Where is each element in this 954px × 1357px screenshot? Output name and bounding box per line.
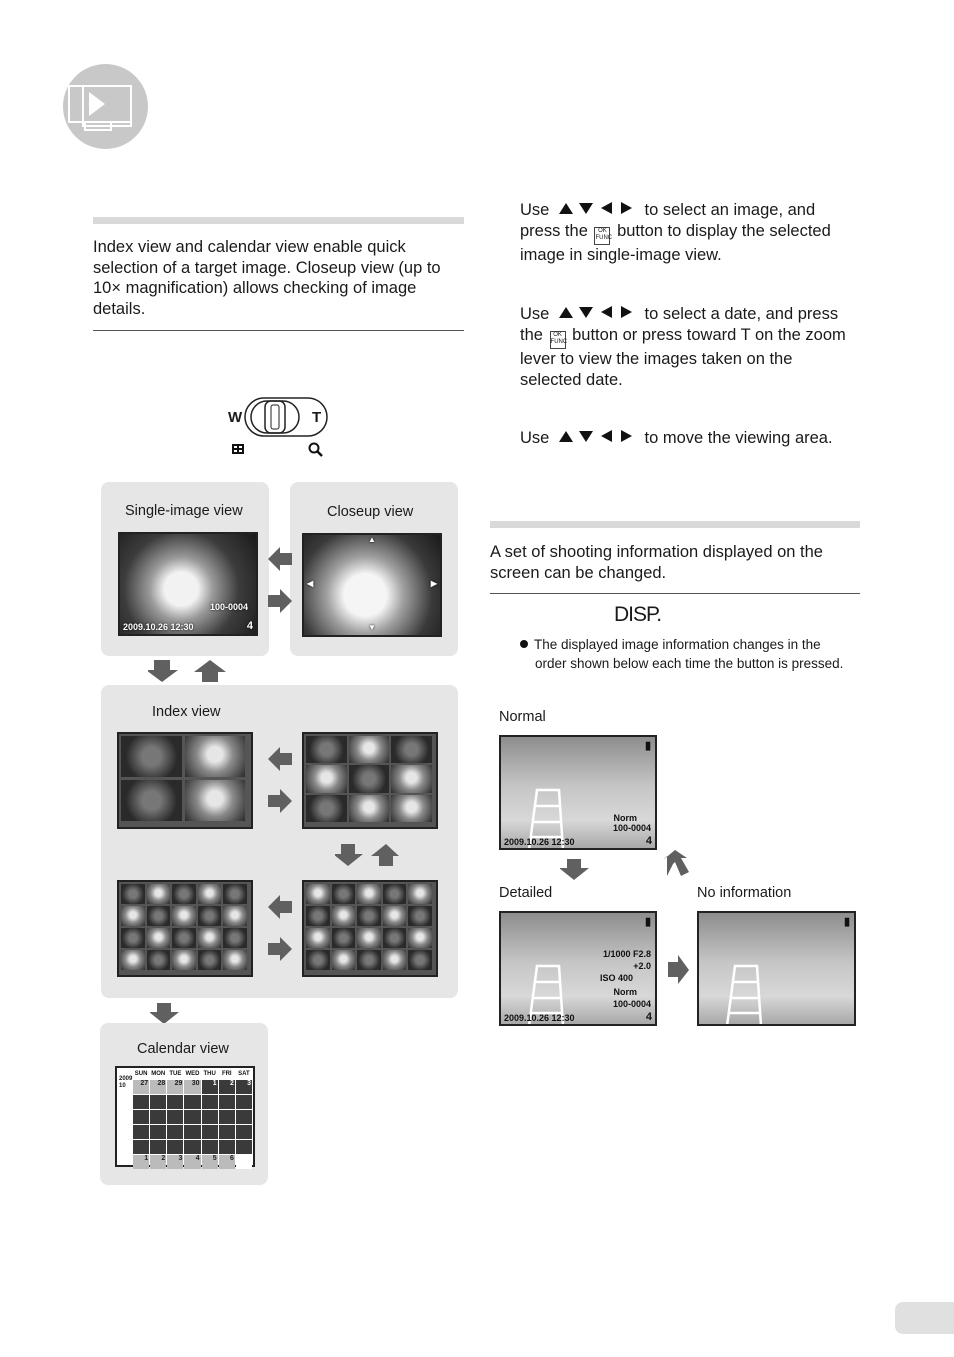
calendar-cell [236, 1155, 252, 1169]
date-time: 2009.10.26 12:30 [123, 622, 194, 632]
step1-pre: Use [520, 201, 550, 219]
calendar-cell[interactable]: 6 [219, 1155, 235, 1169]
calendar-year-month [119, 1076, 132, 1090]
cal-day-sun: SUN [134, 1071, 148, 1077]
arrow-keys-icon [557, 200, 637, 221]
calendar-screen [115, 1066, 255, 1167]
cal-day-wed: WED [185, 1071, 200, 1077]
calendar-month: 10 [119, 1083, 126, 1089]
detailed-label: Detailed [499, 885, 553, 901]
calendar-panel [100, 1023, 268, 1185]
step2-pre: Use [520, 305, 550, 323]
calendar-cell[interactable]: 5 [202, 1155, 218, 1169]
step3-post: to move the viewing area. [644, 429, 833, 447]
closeup-screen [302, 533, 442, 637]
step-index-text [520, 200, 855, 266]
disp-button-label: DISP. [614, 603, 662, 626]
normal-file: 100-0004 [612, 823, 651, 833]
zoom-w-label: W [228, 409, 243, 426]
normal-count: 4 [645, 835, 652, 847]
battery-icon: ▮ [644, 916, 651, 928]
divider-2 [490, 593, 860, 594]
down-up-arrows-icon [148, 658, 228, 684]
scroll-left-icon: ◀ [307, 579, 314, 588]
detail-shutter: 1/1000 F2.8 [602, 949, 651, 959]
calendar-view-label: Calendar view [137, 1041, 229, 1057]
cal-day-tue: TUE [169, 1071, 182, 1077]
normal-date: 2009.10.26 12:30 [504, 837, 575, 847]
normal-to-detailed-arrow-icon [560, 857, 590, 881]
arrow-keys-icon [557, 304, 637, 325]
transition-arrows-icon [266, 545, 294, 617]
bullet-text: The displayed image information changes in the order shown below each time the button is pressed. [534, 637, 844, 671]
section2-rule [490, 521, 860, 528]
index-16-screen [117, 880, 253, 977]
calendar-grid [133, 1080, 252, 1169]
calendar-cell[interactable]: 3 [167, 1155, 183, 1169]
index-zoom-arrows-2-icon [266, 893, 294, 965]
step3-pre: Use [520, 429, 550, 447]
scroll-down-icon: ▼ [368, 623, 376, 632]
image-count: 4 [246, 620, 253, 632]
arrow-keys-icon [557, 428, 637, 449]
calendar-cell[interactable]: 2 [219, 1080, 235, 1094]
bullet-icon [520, 640, 528, 648]
battery-icon: ▮ [843, 916, 850, 928]
noinfo-label: No information [697, 885, 792, 901]
index-zoom-arrows-icon [266, 745, 294, 817]
step-calendar-text [520, 304, 855, 390]
scroll-right-icon: ▶ [430, 579, 437, 588]
calendar-year: 2009 [119, 1076, 133, 1082]
index-25-screen [302, 880, 438, 977]
noinfo-display-screen [697, 911, 856, 1026]
step1-post2: button to display the selected image in single-image view. [520, 221, 831, 264]
closeup-panel [290, 482, 458, 656]
step2-post2: button or press toward T on the zoom lever to view the images taken on the selected date. [520, 325, 846, 389]
step2-post: to select a date, and press the [520, 305, 839, 344]
detailed-display-screen [499, 911, 657, 1026]
intro-text: Index view and calendar view enable quick selection of a target image. Closeup view (up to 10× magnification) allows checking of image details. [93, 238, 441, 318]
page-tab [895, 1302, 954, 1334]
detail-count: 4 [645, 1011, 652, 1023]
detail-ev: +2.0 [633, 961, 651, 971]
index-9-screen [302, 732, 438, 829]
normal-label: Normal [499, 709, 546, 725]
ok-func-button-icon: OK FUNC [550, 331, 566, 349]
cal-day-fri: FRI [221, 1071, 232, 1077]
battery-icon: ▮ [644, 740, 651, 752]
calendar-cell[interactable]: 27 [133, 1080, 149, 1094]
detail-iso: ISO 400 [599, 973, 633, 983]
detailed-to-noinfo-arrow-icon [666, 955, 690, 985]
file-number: 100-0004 [209, 602, 248, 612]
bullet-item [520, 636, 850, 673]
index-view-label: Index view [152, 704, 221, 720]
detail-date: 2009.10.26 12:30 [504, 1013, 575, 1023]
index-4-screen [117, 732, 253, 829]
single-image-screen [118, 532, 258, 636]
calendar-cell[interactable]: 2 [150, 1155, 166, 1169]
index-down-up-arrows-icon [335, 842, 399, 868]
single-view-label: Single-image view [125, 503, 243, 519]
section2-text: A set of shooting information displayed on the screen can be changed. [490, 543, 823, 582]
down-arrow-icon [150, 1001, 180, 1025]
section-rule [93, 217, 464, 224]
normal-mode: Norm [613, 813, 637, 823]
calendar-cell[interactable]: 4 [184, 1155, 200, 1169]
normal-display-screen [499, 735, 657, 850]
cal-day-mon: MON [151, 1071, 166, 1077]
zoom-lever-diagram [227, 396, 332, 460]
single-image-panel [101, 482, 269, 656]
divider [93, 330, 464, 331]
calendar-cell[interactable]: 28 [150, 1080, 166, 1094]
calendar-cell[interactable]: 29 [167, 1080, 183, 1094]
calendar-cell[interactable]: 1 [202, 1080, 218, 1094]
zoom-t-label: T [312, 409, 322, 426]
back-to-normal-arrow-icon [663, 850, 691, 878]
calendar-cell[interactable]: 30 [184, 1080, 200, 1094]
step-closeup-text [520, 428, 860, 449]
scroll-up-icon: ▲ [368, 535, 376, 544]
cal-day-sat: SAT [238, 1071, 250, 1077]
cal-day-thu: THU [203, 1071, 216, 1077]
playback-section-icon [63, 64, 148, 149]
closeup-view-label: Closeup view [327, 504, 414, 520]
calendar-cell[interactable]: 3 [236, 1080, 252, 1094]
index-panel [101, 685, 458, 998]
step1-post: to select an image, and press the [520, 201, 816, 240]
ok-func-button-icon: OK FUNC [594, 227, 610, 245]
calendar-cell[interactable]: 1 [133, 1155, 149, 1169]
detail-mode: Norm [613, 987, 637, 997]
detail-file: 100-0004 [612, 999, 651, 1009]
